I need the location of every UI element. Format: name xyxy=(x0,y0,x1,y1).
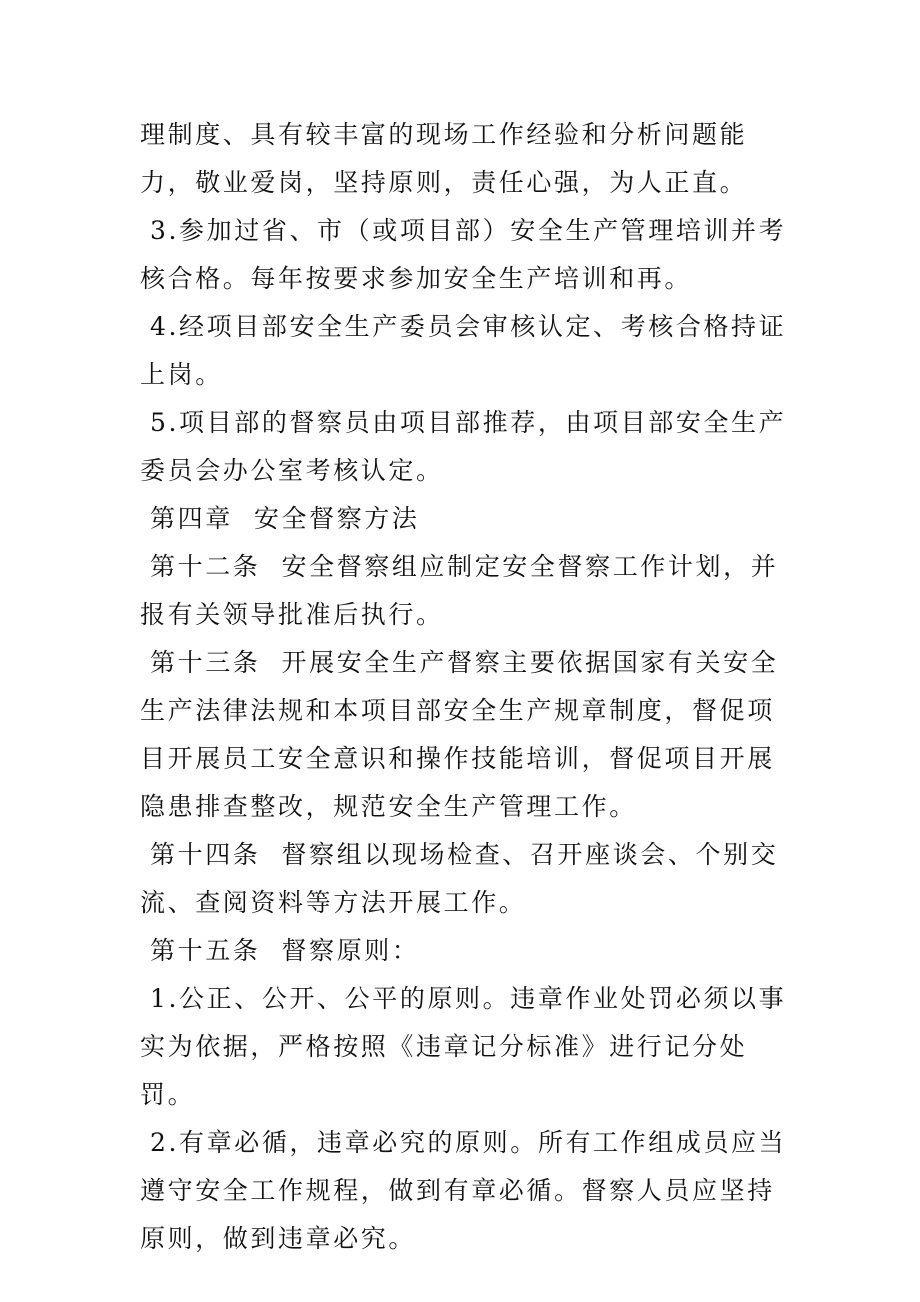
chapter-4-heading: 第四章 安全督察方法 xyxy=(150,504,420,533)
principle-2: 2.有章必循，违章必究的原则。所有工作组成员应当遵守安全工作规程，做到有章必循。督察人员应坚持原则，做到违章必究。 xyxy=(140,1128,787,1253)
document-body xyxy=(140,111,790,1263)
article-12: 第十二条 安全督察组应制定安全督察工作计划，并报有关领导批准后执行。 xyxy=(140,552,779,629)
article-14: 第十四条 督察组以现场检查、召开座谈会、个别交流、查阅资料等方法开展工作。 xyxy=(140,840,779,917)
paragraph-item-4-certification: 4.经项目部安全生产委员会审核认定、考核合格持证上岗。 xyxy=(140,312,787,389)
paragraph-item-3-training: 3.参加过省、市（或项目部）安全生产管理培训并考核合格。每年按要求参加安全生产培训和再。 xyxy=(140,216,787,293)
principle-1: 1.公正、公开、公平的原则。违章作业处罚必须以事实为依据，严格按照《违章记分标准》进行记分处罚。 xyxy=(140,984,787,1109)
article-15: 第十五条 督察原则： xyxy=(150,936,420,965)
paragraph-item-5-inspector-recommendation: 5.项目部的督察员由项目部推荐，由项目部安全生产委员会办公室考核认定。 xyxy=(140,408,787,485)
paragraph-qualification-continued: 理制度、具有较丰富的现场工作经验和分析问题能力，敬业爱岗，坚持原则，责任心强，为人正直。 xyxy=(140,120,748,197)
article-13: 第十三条 开展安全生产督察主要依据国家有关安全生产法律法规和本项目部安全生产规章制度，督促项目开展员工安全意识和操作技能培训，督促项目开展隐患排查整改，规范安全生产管理工作。 xyxy=(140,648,779,821)
